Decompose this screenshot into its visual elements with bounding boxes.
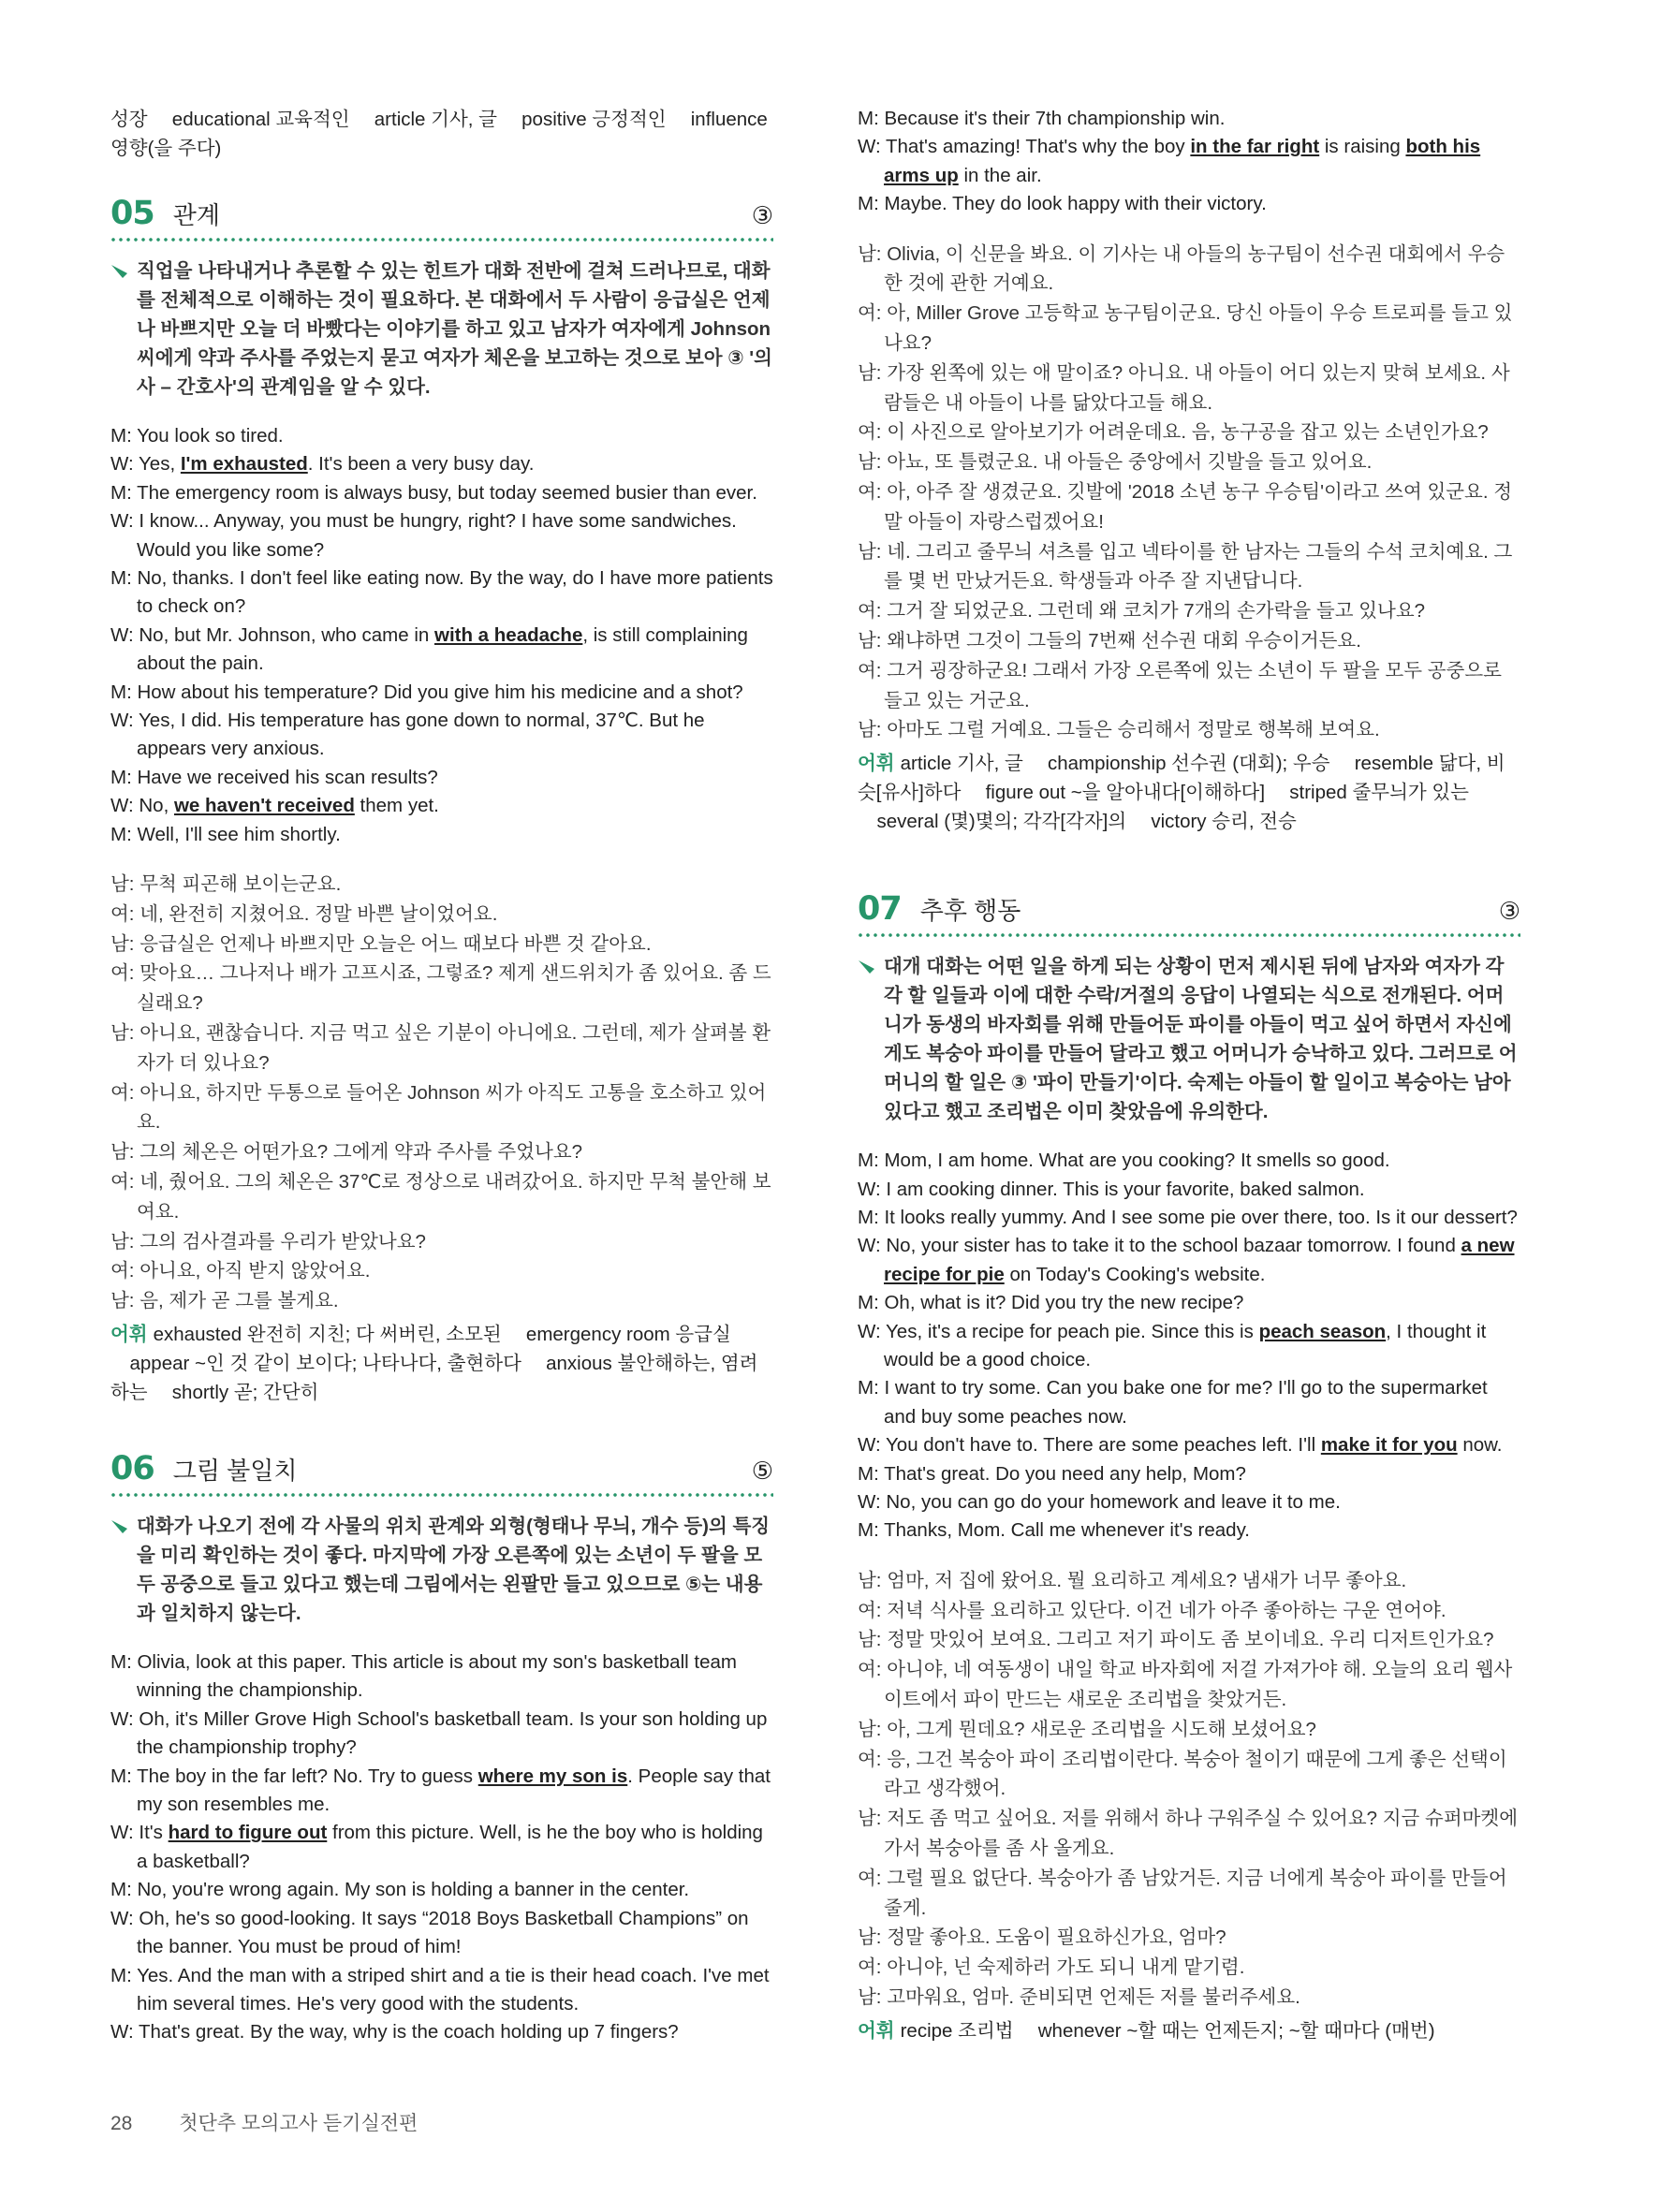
script-line: M: The boy in the far left? No. Try to guess where my son is. People say that my son resembles me. <box>110 1765 771 1816</box>
script-line: M: No, you're wrong again. My son is holding a banner in the center. <box>110 1879 690 1901</box>
hint-block <box>110 256 773 402</box>
translation-line: 남: 정말 맛있어 보여요. 그리고 저기 파이도 좀 보이네요. 우리 디저트인가요? <box>858 1629 1494 1651</box>
script-line: M: Maybe. They do look happy with their victory. <box>858 193 1267 215</box>
translation-line: 여: 그거 잘 되었군요. 그런데 왜 코치가 7개의 손가락을 들고 있나요? <box>858 600 1426 623</box>
script-line: W: I am cooking dinner. This is your favorite, baked salmon. <box>858 1178 1365 1200</box>
script-line: W: You don't have to. There are some peaches left. I'll make it for you now. <box>858 1434 1503 1457</box>
section-number: 06 <box>110 1450 154 1488</box>
script-line: W: No, your sister has to take it to the school bazaar tomorrow. I found a new recipe for pie on Today's Cooking's website. <box>858 1235 1515 1285</box>
section-05-header <box>110 195 773 232</box>
translation-line: 여: 맞아요… 그나저나 배가 고프시죠, 그렇죠? 제게 샌드위치가 좀 있어요. 좀 드실래요? <box>110 962 771 1015</box>
script-line: W: Oh, he's so good-looking. It says “2018 Boys Basketball Champions” on the banner. You must be proud of him! <box>110 1907 749 1958</box>
script-line: W: No, you can go do your homework and leave it to me. <box>858 1491 1341 1514</box>
translation-line: 남: 아마도 그럴 거예요. 그들은 승리해서 정말로 행복해 보여요. <box>858 719 1380 741</box>
script-line: M: Well, I'll see him shortly. <box>110 823 341 845</box>
section-answer: ⑤ <box>751 1457 773 1486</box>
translation-line: 여: 그거 굉장하군요! 그래서 가장 오른쪽에 있는 소년이 두 팔을 모두 공중으로 들고 있는 거군요. <box>858 659 1502 711</box>
dotted-divider <box>110 236 773 243</box>
translation-line: 남: 음, 제가 곧 그를 볼게요. <box>110 1290 339 1312</box>
translation-line: 남: 무척 피곤해 보이는군요. <box>110 873 342 896</box>
translation-line: 남: 가장 왼쪽에 있는 애 말이죠? 아니요. 내 아들이 어디 있는지 맞혀 보세요. 사람들은 내 아들이 나를 닮았다고들 해요. <box>858 361 1510 414</box>
script-line: W: It's hard to figure out from this picture. Well, is he the boy who is holding a basketball? <box>110 1822 763 1872</box>
pen-icon <box>110 1517 129 1536</box>
script-05 <box>110 422 773 849</box>
script-line: M: I want to try some. Can you bake one for me? I'll go to the supermarket and buy some peaches now. <box>858 1377 1488 1428</box>
translation-05 <box>110 870 773 1316</box>
translation-line: 남: 정말 좋아요. 도움이 필요하신가요, 엄마? <box>858 1926 1226 1949</box>
script-line: W: No, but Mr. Johnson, who came in with a headache, is still complaining about the pain. <box>110 623 748 675</box>
script-07 <box>858 1147 1520 1545</box>
section-number: 07 <box>858 890 902 929</box>
translation-line: 여: 저녁 식사를 요리하고 있단다. 이건 네가 아주 좋아하는 구운 연어야. <box>858 1599 1446 1621</box>
script-06-cont <box>858 105 1520 219</box>
section-title: 관계 <box>172 201 220 229</box>
script-line: M: It looks really yummy. And I see some pie over there, too. Is it our dessert? <box>858 1206 1518 1228</box>
page-number: 28 <box>110 2113 133 2134</box>
script-line: W: That's amazing! That's why the boy in the far right is raising both his arms up in the air. <box>858 136 1481 186</box>
right-column <box>858 105 1520 2045</box>
hint-text: 직업을 나타내거나 추론할 수 있는 힌트가 대화 전반에 걸쳐 드러나므로, 대화를 전체적으로 이해하는 것이 필요하다. 본 대화에서 두 사람이 응급실은 언제나 바쁘지만 오늘 더 바빴다는 이야기를 하고 있고 남자가 여자에게 Johnson 씨에게 약과 주사를 주었는지 묻고 여자가 체온을 보고하는 것으로 보아 ③ '의사 – 간호사'의 관계임을 알 수 있다. <box>137 260 772 398</box>
script-line: M: How about his temperature? Did you give him his medicine and a shot? <box>110 681 743 703</box>
translation-line: 여: 아니요, 아직 받지 않았어요. <box>110 1260 371 1282</box>
script-line: M: You look so tired. <box>110 425 284 447</box>
translation-line: 여: 그럴 필요 없단다. 복숭아가 좀 남았거든. 지금 너에게 복숭아 파이를 만들어줄게. <box>858 1867 1507 1919</box>
vocab-label: 어휘 <box>110 1324 148 1346</box>
script-line: W: That's great. By the way, why is the coach holding up 7 fingers? <box>110 2021 679 2044</box>
page-footer <box>110 2108 418 2136</box>
translation-line: 남: 저도 좀 먹고 싶어요. 저를 위해서 하나 구워주실 수 있어요? 지금 슈퍼마켓에 가서 복숭아를 좀 사 올게요. <box>858 1808 1519 1860</box>
hint-text: 대개 대화는 어떤 일을 하게 되는 상황이 먼저 제시된 뒤에 남자와 여자가 각각 할 일들과 이에 대한 수락/거절의 응답이 나열되는 식으로 전개된다. 어머니가 동생의 바자회를 위해 만들어둔 파이를 아들이 먹고 싶어 하면서 자신에게도 복숭아 파이를 만들어 달라고 했고 어머니가 승낙하고 있다. 그러므로 어머니의 할 일은 ③ '파이 만들기'이다. 숙제는 아들이 할 일이고 복숭아는 남아 있다고 했고 조리법은 이미 찾았음에 유의한다. <box>884 956 1518 1123</box>
hint-block <box>110 1512 773 1628</box>
translation-line: 남: 응급실은 언제나 바쁘지만 오늘은 어느 때보다 바쁜 것 같아요. <box>110 932 652 955</box>
script-line: M: Olivia, look at this paper. This article is about my son's basketball team winning the championship. <box>110 1651 737 1702</box>
translation-line: 남: 그의 검사결과를 우리가 받았나요? <box>110 1230 426 1252</box>
translation-line: 여: 아, 아주 잘 생겼군요. 깃발에 '2018 소년 농구 우승팀'이라고 쓰여 있군요. 정말 아들이 자랑스럽겠어요! <box>858 481 1513 533</box>
dotted-divider <box>858 931 1520 939</box>
section-answer: ③ <box>1498 897 1520 926</box>
translation-line: 남: Olivia, 이 신문을 봐요. 이 기사는 내 아들의 농구팀이 선수권 대회에서 우승한 것에 관한 거예요. <box>858 242 1505 295</box>
vocab-05: 어휘 exhausted 완전히 지친; 다 써버린, 소모된 emergency room 응급실 appear ~인 것 같이 보이다; 나타나다, 출현하다 anxious 불안해하는, 염려하는 shortly 곧; 간단히 <box>110 1324 758 1404</box>
script-line: M: No, thanks. I don't feel like eating now. By the way, do I have more patients to check on? <box>110 567 773 618</box>
script-line: M: Thanks, Mom. Call me whenever it's ready. <box>858 1519 1250 1542</box>
translation-line: 여: 아니야, 네 여동생이 내일 학교 바자회에 저걸 가져가야 해. 오늘의 요리 웹사이트에서 파이 만드는 새로운 조리법을 찾았거든. <box>858 1659 1513 1711</box>
vocab-label: 어휘 <box>858 753 895 775</box>
vocab-06: 어휘 article 기사, 글 championship 선수권 (대회); 우승 resemble 닮다, 비슷[유사]하다 figure out ~을 알아내다[이해하다] striped 줄무늬가 있는 several (몇)몇의; 각각[각자]의 victory 승리, 전승 <box>858 753 1505 833</box>
translation-line: 남: 엄마, 저 집에 왔어요. 뭘 요리하고 계세요? 냄새가 너무 좋아요. <box>858 1569 1407 1591</box>
hint-block <box>858 952 1520 1126</box>
section-number: 05 <box>110 195 154 232</box>
translation-line: 남: 네. 그리고 줄무늬 셔츠를 입고 넥타이를 한 남자는 그들의 수석 코치예요. 그를 몇 번 만났거든요. 학생들과 아주 잘 지낸답니다. <box>858 540 1513 593</box>
translation-line: 남: 그의 체온은 어떤가요? 그에게 약과 주사를 주었나요? <box>110 1141 583 1164</box>
script-line: M: The emergency room is always busy, but today seemed busier than ever. <box>110 481 757 504</box>
translation-line: 여: 이 사진으로 알아보기가 어려운데요. 음, 농구공을 잡고 있는 소년인가요? <box>858 421 1489 444</box>
script-line: M: Oh, what is it? Did you try the new recipe? <box>858 1292 1244 1314</box>
translation-line: 남: 고마워요, 엄마. 준비되면 언제든 저를 불러주세요. <box>858 1986 1300 2009</box>
section-title: 추후 행동 <box>919 897 1021 926</box>
translation-line: 여: 아, Miller Grove 고등학교 농구팀이군요. 당신 아들이 우승 트로피를 들고 있나요? <box>858 302 1513 355</box>
script-06 <box>110 1648 773 2047</box>
translation-06 <box>858 240 1520 746</box>
script-line: W: No, we haven't received them yet. <box>110 795 439 817</box>
dotted-divider <box>110 1491 773 1499</box>
translation-line: 여: 아니야, 넌 숙제하러 가도 되니 내게 맡기렴. <box>858 1956 1245 1979</box>
translation-line: 여: 네, 줬어요. 그의 체온은 37℃로 정상으로 내려갔어요. 하지만 무척 불안해 보여요. <box>110 1171 771 1223</box>
vocab-07: 어휘 recipe 조리법 whenever ~할 때는 언제든지; ~할 때마다 (매번) <box>858 2019 1435 2042</box>
pen-icon <box>858 958 876 976</box>
translation-line: 여: 네, 완전히 지쳤어요. 정말 바쁜 날이었어요. <box>110 902 498 925</box>
vocab-label: 어휘 <box>858 2019 895 2042</box>
translation-line: 남: 왜냐하면 그것이 그들의 7번째 선수권 대회 우승이거든요. <box>858 629 1361 652</box>
script-line: W: Yes, I'm exhausted. It's been a very busy day. <box>110 453 535 476</box>
section-06-header <box>110 1450 773 1487</box>
translation-line: 남: 아니요, 괜찮습니다. 지금 먹고 싶은 기분이 아니에요. 그런데, 제가 살펴볼 환자가 더 있나요? <box>110 1022 771 1074</box>
section-title: 그림 불일치 <box>172 1457 298 1486</box>
translation-line: 남: 아, 그게 뭔데요? 새로운 조리법을 시도해 보셨어요? <box>858 1718 1316 1740</box>
script-line: W: Yes, it's a recipe for peach pie. Since this is peach season, I thought it would be a good choice. <box>858 1320 1487 1371</box>
section-07-header <box>858 890 1520 928</box>
hint-text: 대화가 나오기 전에 각 사물의 위치 관계와 외형(형태나 무늬, 개수 등)의 특징을 미리 확인하는 것이 좋다. 마지막에 가장 오른쪽에 있는 소년이 두 팔을 모두 공중으로 들고 있다고 했는데 그림에서는 왼팔만 들고 있으므로 ⑤는 내용과 일치하지 않는다. <box>137 1516 771 1625</box>
script-line: M: Have we received his scan results? <box>110 766 438 788</box>
book-title: 첫단추 모의고사 듣기실전편 <box>179 2113 418 2134</box>
pen-icon <box>110 262 129 281</box>
script-line: W: I know... Anyway, you must be hungry, right? I have some sandwiches. Would you like some? <box>110 510 737 561</box>
script-line: W: Yes, I did. His temperature has gone down to normal, 37℃. But he appears very anxious. <box>110 710 705 760</box>
script-line: M: Yes. And the man with a striped shirt and a tie is their head coach. I've met him several times. He's very good with the students. <box>110 1964 770 2014</box>
left-column <box>110 105 773 2047</box>
script-line: W: Oh, it's Miller Grove High School's basketball team. Is your son holding up the championship trophy? <box>110 1707 768 1759</box>
script-line: M: Mom, I am home. What are you cooking? It smells so good. <box>858 1150 1390 1172</box>
script-line: M: Because it's their 7th championship win. <box>858 108 1226 129</box>
top-vocab: 성장 educational 교육적인 article 기사, 글 positive 긍정적인 influence 영향(을 주다) <box>110 109 768 159</box>
translation-07 <box>858 1566 1520 2013</box>
translation-line: 남: 아뇨, 또 틀렸군요. 내 아들은 중앙에서 깃발을 들고 있어요. <box>858 451 1373 474</box>
section-answer: ③ <box>751 201 773 229</box>
translation-line: 여: 아니요, 하지만 두통으로 들어온 Johnson 씨가 아직도 고통을 호소하고 있어요. <box>110 1081 767 1134</box>
translation-line: 여: 응, 그건 복숭아 파이 조리법이란다. 복숭아 철이기 때문에 그게 좋은 선택이라고 생각했어. <box>858 1748 1507 1800</box>
script-line: M: That's great. Do you need any help, Mom? <box>858 1462 1246 1485</box>
